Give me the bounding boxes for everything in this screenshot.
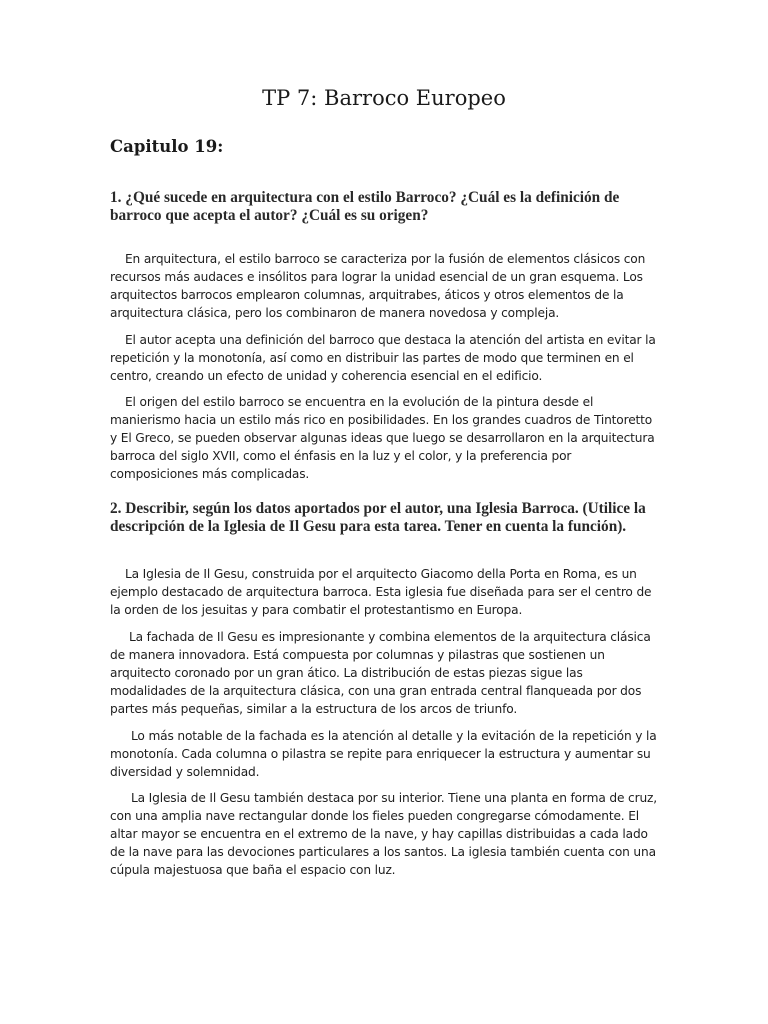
answer-1-paragraph-2: El autor acepta una definición del barroco que destaca la atención del artista en evitar la repetición y la monotonía, así como en distribuir las partes de modo que terminen en el centro, creando un efecto de unidad y coherencia esencial en el edificio. xyxy=(110,333,656,383)
chapter-heading: Capitulo 19: xyxy=(110,137,224,156)
answer-1-paragraph-1: En arquitectura, el estilo barroco se caracteriza por la fusión de elementos clásicos con recursos más audaces e insólitos para lograr la unidad esencial de un gran esquema. Los arquitectos barrocos emplearon columnas, arquitrabes, áticos y otros elementos de la arquitectura clásica, pero los combinaron de manera novedosa y compleja. xyxy=(110,252,646,320)
question-2: 2. Describir, según los datos aportados por el autor, una Iglesia Barroca. (Utilice la descripción de la Iglesia de Il Gesu para esta tarea. Tener en cuenta la función). xyxy=(110,500,646,535)
answer-2-paragraph-3: Lo más notable de la fachada es la atención al detalle y la evitación de la repetición y la monotonía. Cada columna o pilastra se repite para enriquecer la estructura y aumentar su diversidad y solemnidad. xyxy=(110,729,657,779)
answer-1-paragraph-3: El origen del estilo barroco se encuentra en la evolución de la pintura desde el manierismo hacia un estilo más rico en posibilidades. En los grandes cuadros de Tintoretto y El Greco, se pueden observar algunas ideas que luego se desarrollaron en la arquitectura barroca del siglo XVII, como el énfasis en la luz y el color, y la preferencia por composiciones más complicadas. xyxy=(110,395,655,481)
question-1: 1. ¿Qué sucede en arquitectura con el estilo Barroco? ¿Cuál es la definición de barroco que acepta el autor? ¿Cuál es su origen? xyxy=(110,189,620,224)
answer-2-paragraph-1: La Iglesia de Il Gesu, construida por el arquitecto Giacomo della Porta en Roma, es un ejemplo destacado de arquitectura barroca. Esta iglesia fue diseñada para ser el centro de la orden de los jesuitas y para combatir el protestantismo en Europa. xyxy=(110,567,652,617)
answer-2-paragraph-2: La fachada de Il Gesu es impresionante y combina elementos de la arquitectura clásica de manera innovadora. Está compuesta por columnas y pilastras que sostienen un arquitecto coronado por un gran ático. La distribución de estas piezas sigue las modalidades de la arquitectura clásica, con una gran entrada central flanqueada por dos partes más pequeñas, similar a la estructura de los arcos de triunfo. xyxy=(110,630,651,716)
document-title: TP 7: Barroco Europeo xyxy=(262,86,506,110)
answer-2-paragraph-4: La Iglesia de Il Gesu también destaca por su interior. Tiene una planta en forma de cruz, con una amplia nave rectangular donde los fieles pueden congregarse cómodamente. El altar mayor se encuentra en el extremo de la nave, y hay capillas distribuidas a cada lado de la nave para las devociones particulares a los santos. La iglesia también cuenta con una cúpula majestuosa que baña el espacio con luz. xyxy=(110,791,657,877)
